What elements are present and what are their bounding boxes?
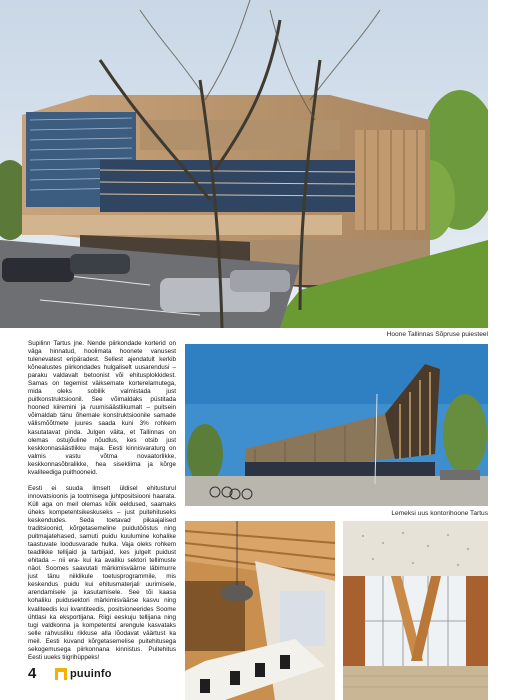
paragraph-1: Supilinn Tartus jne. Nende piirkondade korterid on väga hinnatud, hoolimata hoonete vanusest tulenevatest eripäradest. Sellest ajendatult kerkib kõnealustes piirkondades hulgaliselt uusarendusi – paraku valdavalt betoonist või ehitusplokkidest. Samas on tegemist väiksemate korterelamutega, mida oleks sobilik valmistada just puitkonstruktsioonil. See võimaldaks püstitada hooned kiiremini ja ruumisäästlikumalt – puitsein võimaldab tänu õhemale konstruktsioonile samade välismõõtmete juures saada kuni 3% rohkem kasutatavat pinda. Julgen väita, et Tallinnas on olemas ostujõuline nõudlus, kes otsib just keskkonnasäästlikku maja. Eesti kinnisvaraturg on valmis vastu võtma novaatorlikke, keskkonnasõbralikke, hea sisekliima ja kõrge kvaliteediga puithooneid.	[28, 340, 176, 476]
photo-lemeks-office	[185, 344, 488, 506]
caption-right-photo: Lemeksi uus kontorihoone Tartus	[391, 510, 488, 517]
photo-wooden-interior	[185, 521, 335, 700]
photo-tallinn-building	[0, 0, 488, 328]
page-number: 4	[28, 665, 37, 682]
photo-wooden-lobby	[343, 521, 488, 700]
logo-text: puuinfo	[70, 668, 112, 680]
caption-top-photo: Hoone Tallinnas Sõpruse puiesteel	[386, 331, 488, 338]
puuinfo-logo	[55, 668, 112, 680]
paragraph-2: Eesti ei suuda ilmselt üldisel ehitusturul innovatsioonis ja tootmisega juhtpositsiooni haarata. Küll aga on meil olemas kõik eeldused, saamaks üheks kompetentsikeskuseks – just puitehituseks keskendudes. Seda toetavad pikaajalised traditsioonid, kõrgetasemeline puidutööstus ning puitmajatehased, samuti puidu kuulumine kohalike taastuvate loodusvarade hulka. Vaja oleks rohkem teadlikke tellijaid ja tarbijaid, kes julgelt puidust ehitada – nii era- kui ka avaliku sektori tellimuste näol. Soomes saavutati märkimisväärne läbimurre just tänu niiklikule toetusprogrammile, mis keskendus puidu kui ehitusmaterjali uurimisele, arendamisele ja kasutamisele. See tõi kaasa kohaliku puidusektori märkimisväärse kasvu ning kvaliteedis kui kvantiteedis, positsioneerides Soome ühtlasi ka eksportijana. Riigi eeskuju tellijana ning tugi valdkonna ja kompetentsi arengule kasvataks selle rahvusliku rikkuse alla lõodavat väärtust ka meil. Eesti kuvand kõrgetasemelise puitehitusega sekogemusega piirkonnana kinnistus. Puitehitus Eesti uueks tiigrihüppeks!	[28, 484, 176, 661]
article-body	[28, 340, 176, 670]
house-icon	[55, 668, 67, 680]
